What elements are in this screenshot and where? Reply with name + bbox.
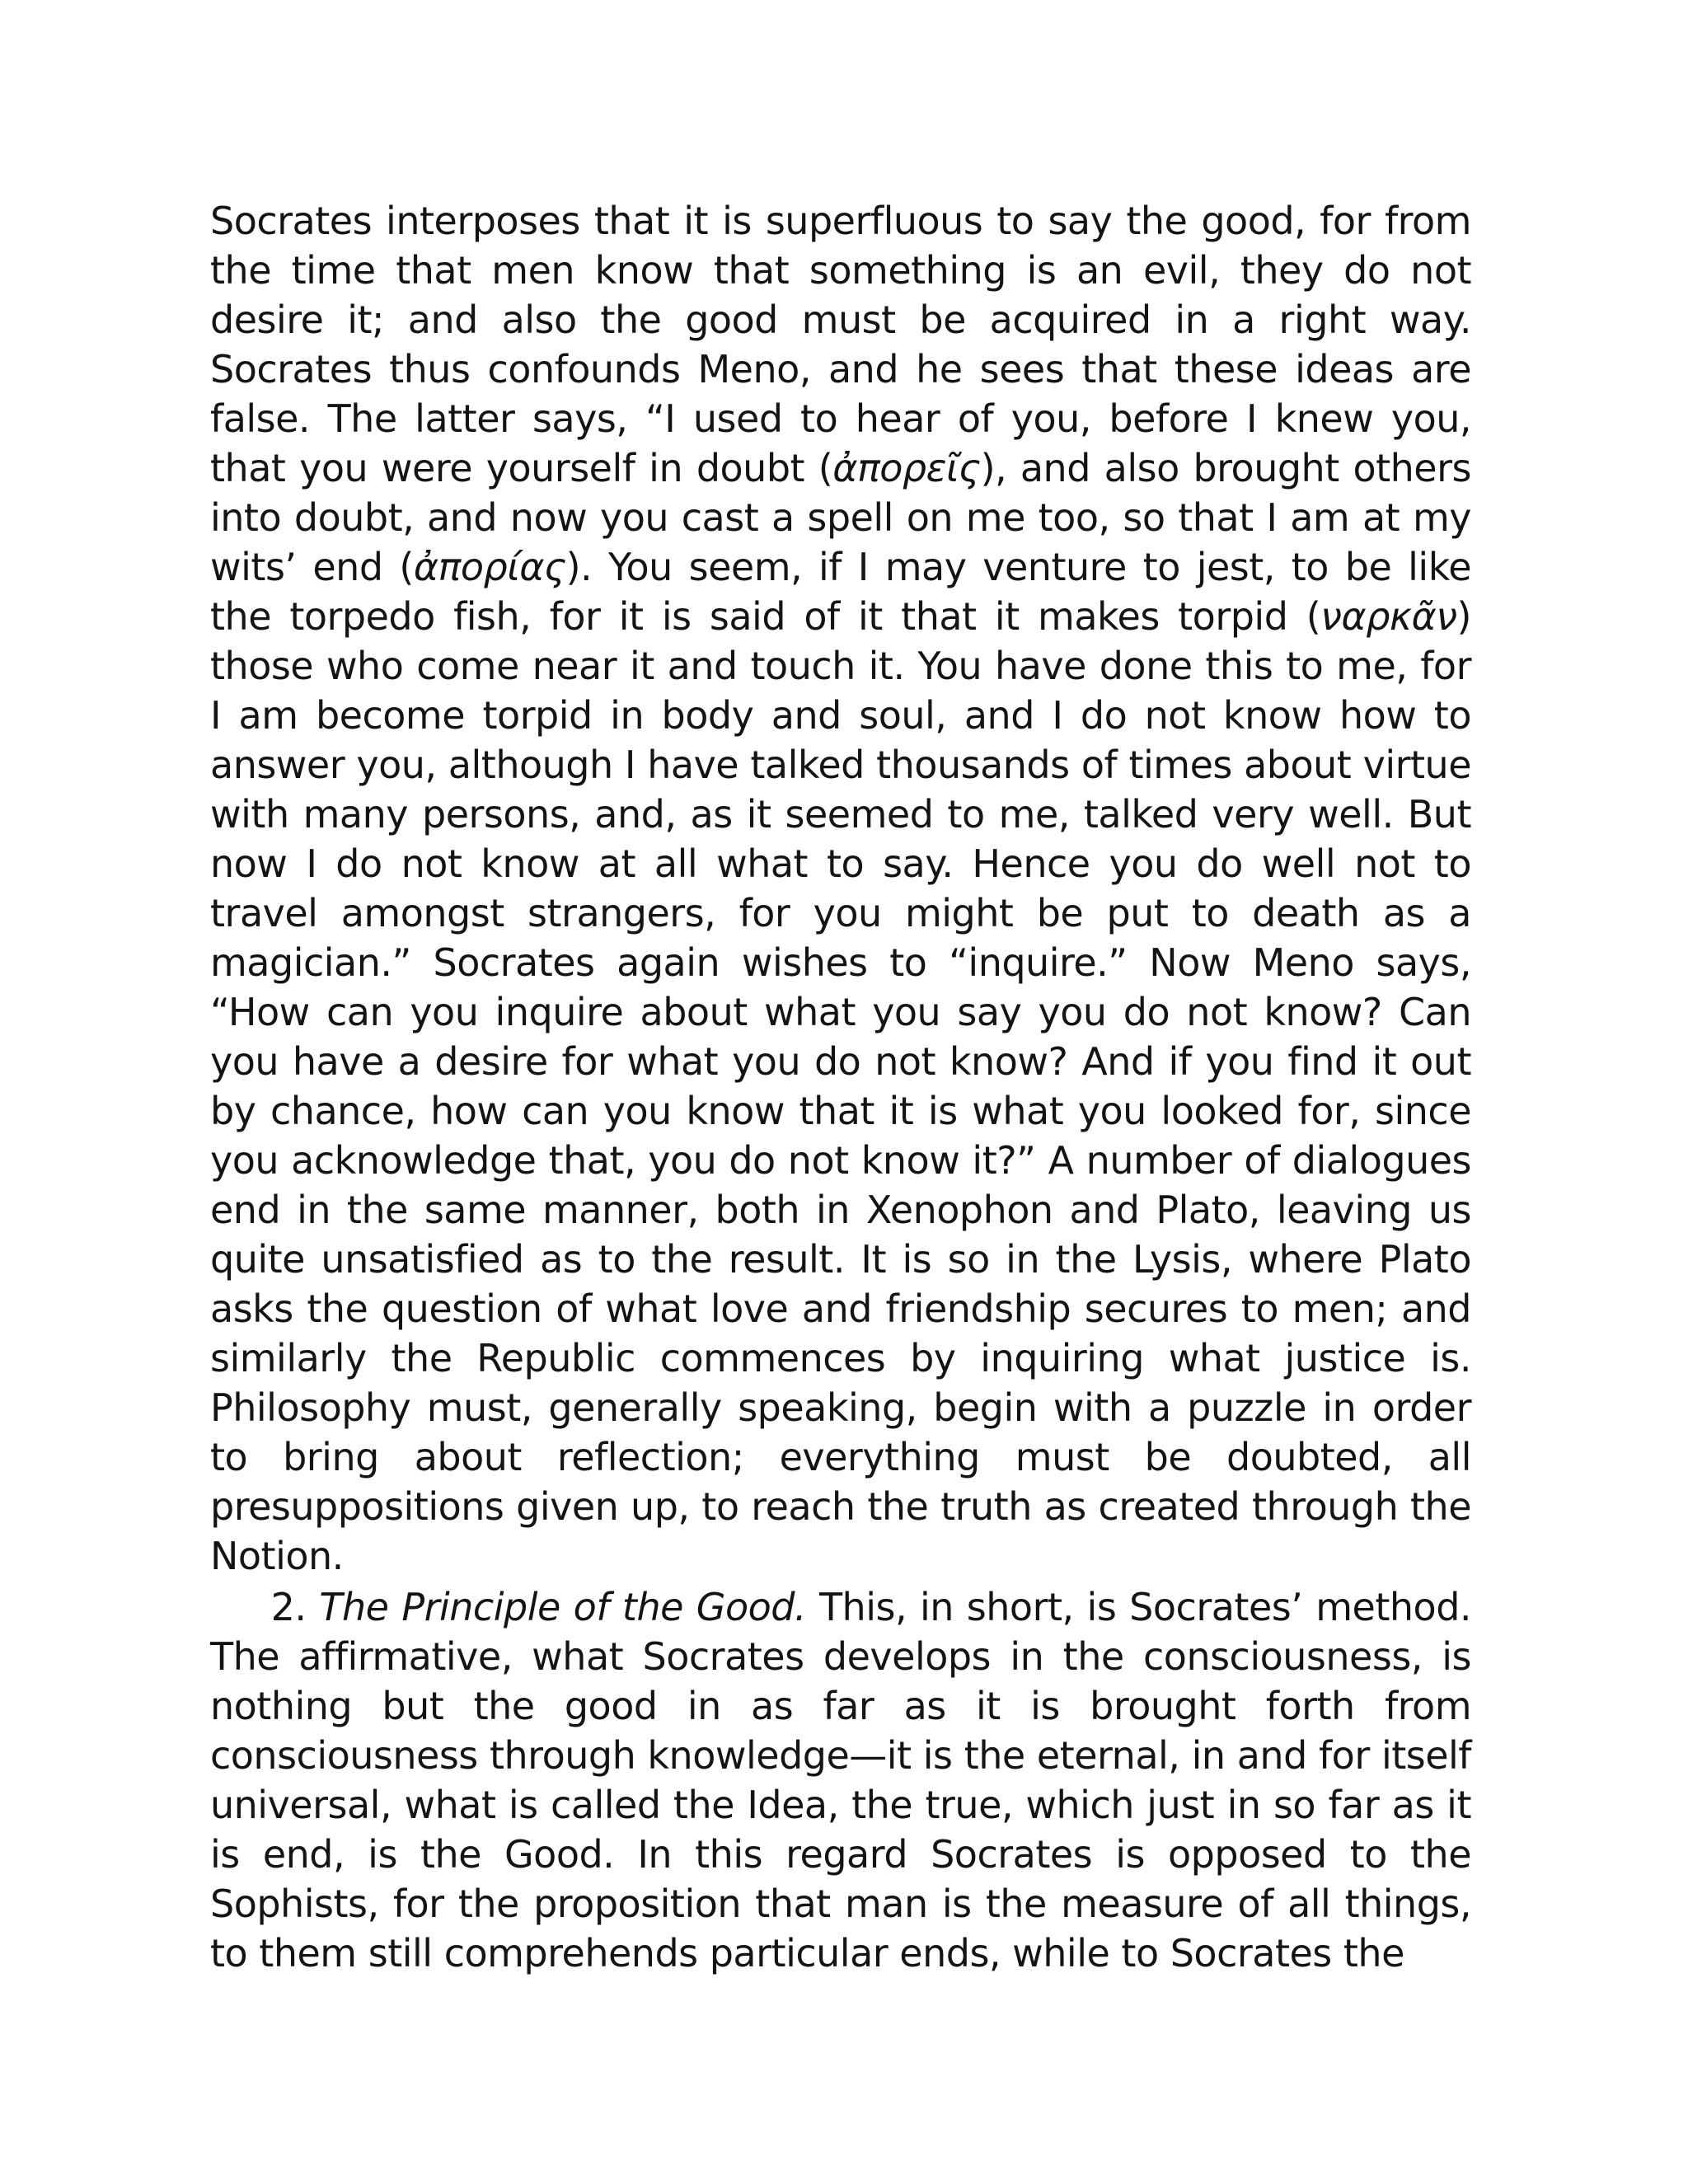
section-number: 2.: [270, 1585, 320, 1629]
paragraph-1: [210, 196, 1471, 1581]
greek-word-narkan: ναρκᾶν: [1320, 594, 1457, 639]
paragraph-1-text-b: ), and also brought others into doubt, and now you cast a spell on me too, so that I am at my wits’ end (: [210, 446, 1471, 589]
paragraph-1-text-a: Socrates interposes that it is superfluous to say the good, for from the time that men know that something is an evil, they do not desire it; and also the good must be acquired in a right way. Socrates thus confounds Meno, and he sees that these ideas are false. The latter says, “I used to hear of you, before I knew you, that you were yourself in doubt (: [210, 199, 1471, 490]
section-heading: The Principle of the Good.: [319, 1585, 807, 1629]
paragraph-2: [210, 1582, 1471, 1978]
paragraph-1-text-d: ) those who come near it and touch it. You have done this to me, for I am become torpid in body and soul, and I do not know how to answer you, although I have talked thousands of times about virtue with many persons, and, as it seemed to me, talked very well. But now I do not know at all what to say. Hence you do well not to travel amongst strangers, for you might be put to death as a magician.” Socrates again wishes to “inquire.” Now Meno says, “How can you inquire about what you say you do not know? Can you have a desire for what you do not know? And if you find it out by chance, how can you know that it is what you looked for, since you acknowledge that, you do not know it?” A number of dialogues end in the same manner, both in Xenophon and Plato, leaving us quite unsatisfied as to the result. It is so in the Lysis, where Plato asks the question of what love and friendship secures to men; and similarly the Republic commences by inquiring what justice is. Philosophy must, generally speaking, begin with a puzzle in order to bring about reflection; everything must be doubted, all presuppositions given up, to reach the truth as created through the Notion.: [210, 594, 1471, 1578]
greek-word-aporias: ἀπορίας: [413, 545, 566, 589]
greek-word-aporeis: ἀπορεῖς: [832, 446, 981, 490]
text-column: [210, 196, 1471, 1978]
paragraph-2-text: This, in short, is Socrates’ method. The affirmative, what Socrates develops in the consciousness, is nothing but the good in as far as it is brought forth from consciousness through knowledge—it is the eternal, in and for itself universal, what is called the Idea, the true, which just in so far as it is end, is the Good. In this regard Socrates is opposed to the Sophists, for the proposition that man is the measure of all things, to them still comprehends particular ends, while to Socrates the: [210, 1585, 1472, 1975]
paragraph-1-text-c: ). You seem, if I may venture to jest, to be like the torpedo fish, for it is said of it that it makes torpid (: [210, 545, 1471, 639]
